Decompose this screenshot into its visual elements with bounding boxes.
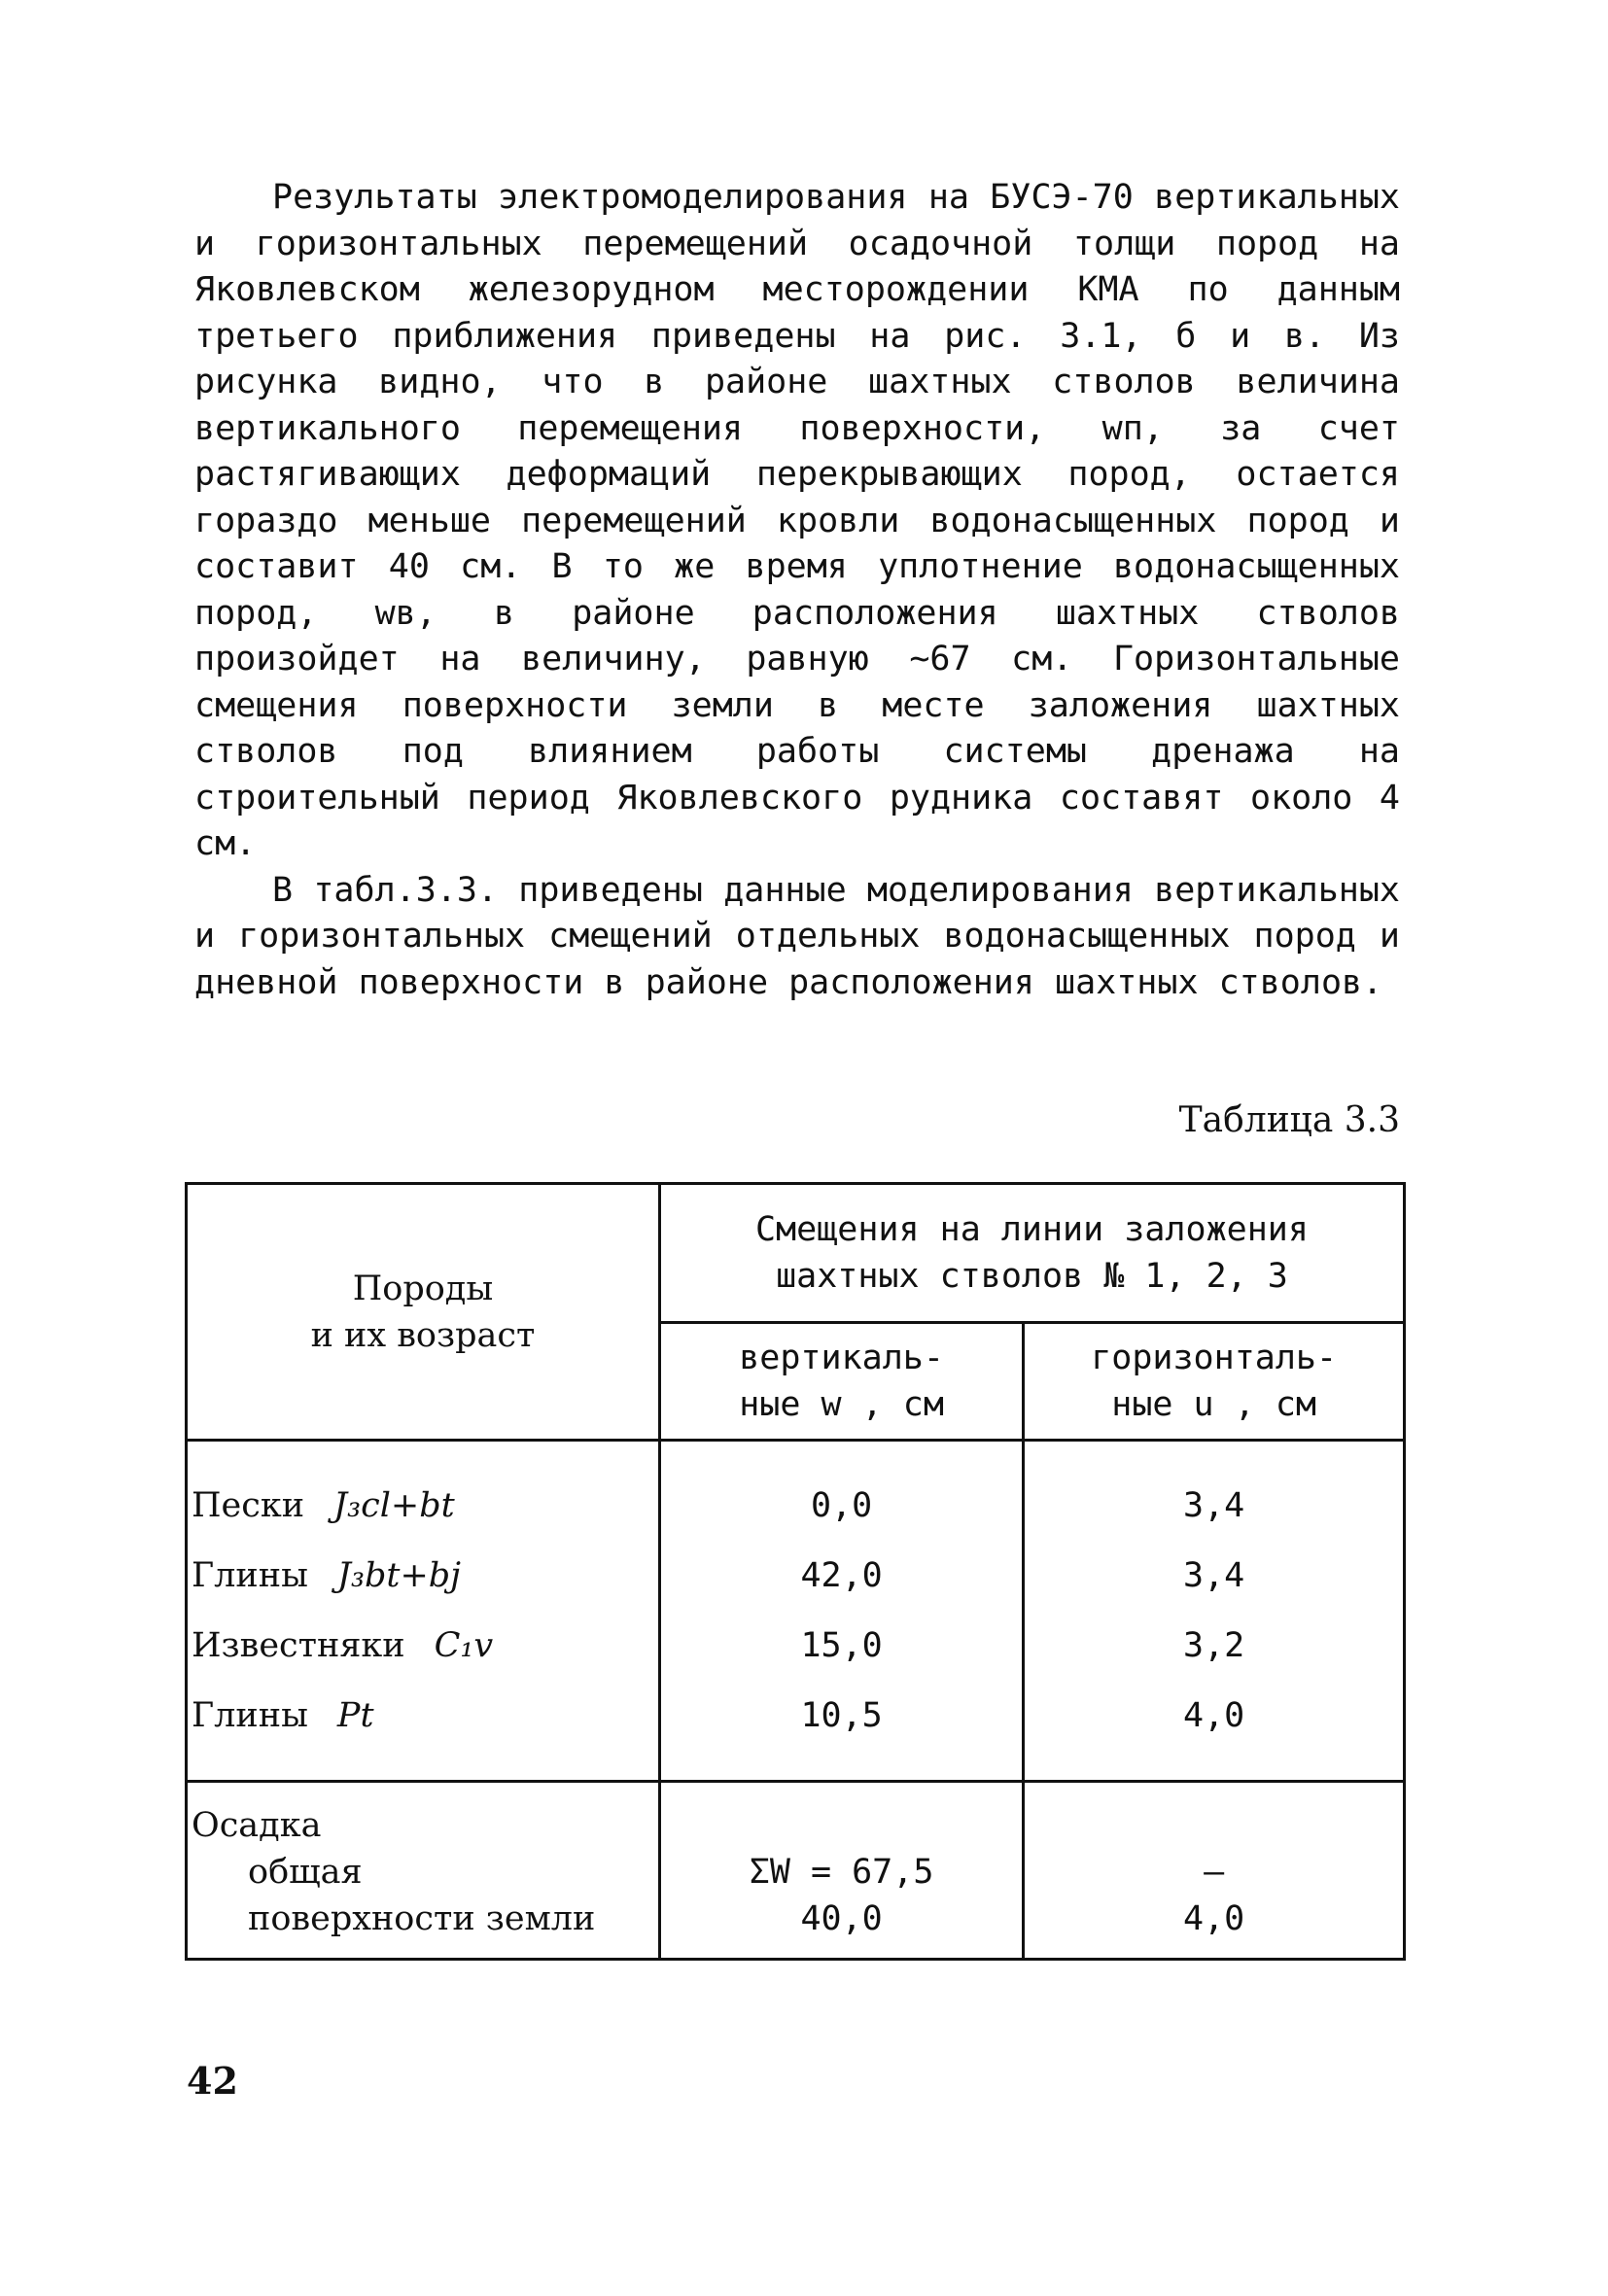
table-caption: Таблица 3.3 (1178, 1100, 1400, 1140)
summary-vertical-surface: 40,0 (800, 1899, 883, 1938)
header-rocks (187, 1184, 660, 1441)
rock-name: Глины (192, 1696, 308, 1735)
rock-cell (187, 1541, 660, 1611)
header-vertical (659, 1323, 1023, 1441)
vertical-value: 0,0 (659, 1441, 1023, 1542)
header-horizontal-line1: горизонталь- (1091, 1339, 1338, 1377)
rock-name: Глины (192, 1556, 308, 1595)
rock-age: Pt (336, 1696, 374, 1735)
header-disp-line2: шахтных стволов № 1, 2, 3 (776, 1257, 1288, 1296)
summary-label-line3: поверхности земли (248, 1899, 596, 1938)
header-horizontal-line2: ные u , см (1111, 1385, 1316, 1424)
summary-vertical (659, 1782, 1023, 1960)
paragraph-2: В табл.3.3. приведены данные моделирования вертикальных и горизонтальных смещений отдельных водонасыщенных пород и дневной поверхности в районе расположения шахтных стволов. (194, 870, 1400, 1002)
paragraph-1: Результаты электромоделирования на БУСЭ-70 вертикальных и горизонтальных перемещений осадочной толщи пород на Яковлевском железорудном месторождении КМА по данным третьего приближения приведены на рис. 3.1, б и в. Из рисунка видно, что в районе шахтных стволов величина вертикального перемещения поверхности, wп, за счет растягивающих деформаций перекрывающих пород, остается гораздо меньше перемещений кровли водонасыщенных пород и составит 40 см. В то же время уплотнение водонасыщенных пород, wв, в районе расположения шахтных стволов произойдет на величину, равную ~67 см. Горизонтальные смещения поверхности земли в месте заложения шахтных стволов под влиянием работы системы дренажа на строительный период Яковлевского рудника составят около 4 см. (194, 178, 1400, 863)
table-row (187, 1681, 1405, 1782)
header-horizontal (1024, 1323, 1405, 1441)
header-disp-line1: Смещения на линии заложения (754, 1210, 1309, 1249)
rock-cell (187, 1441, 660, 1542)
summary-label-line2: общая (248, 1853, 363, 1892)
vertical-value: 42,0 (659, 1541, 1023, 1611)
page-number: 42 (187, 2059, 238, 2103)
displacement-table (185, 1182, 1406, 1961)
header-displacements (659, 1184, 1404, 1323)
rock-age: C₁v (434, 1626, 494, 1665)
table-row (187, 1541, 1405, 1611)
horizontal-value: 3,4 (1024, 1541, 1405, 1611)
vertical-value: 10,5 (659, 1681, 1023, 1782)
rock-age: J₃cl+bt (333, 1486, 455, 1525)
rock-name: Известняки (192, 1626, 405, 1665)
rock-cell (187, 1611, 660, 1681)
rock-cell (187, 1681, 660, 1782)
header-rocks-line2: и их возраст (310, 1315, 536, 1355)
summary-label-line1: Осадка (192, 1806, 322, 1845)
rock-name: Пески (192, 1486, 305, 1525)
summary-label (187, 1782, 660, 1960)
summary-vertical-total: ΣW = 67,5 (749, 1853, 934, 1892)
table-row (187, 1441, 1405, 1542)
summary-horizontal-total: – (1204, 1853, 1225, 1892)
header-vertical-line1: вертикаль- (739, 1339, 944, 1377)
vertical-value: 15,0 (659, 1611, 1023, 1681)
summary-horizontal-surface: 4,0 (1183, 1899, 1245, 1938)
rock-age: J₃bt+bj (336, 1556, 462, 1595)
header-rocks-line1: Породы (352, 1269, 494, 1308)
horizontal-value: 3,4 (1024, 1441, 1405, 1542)
table-row (187, 1611, 1405, 1681)
summary-row (187, 1782, 1405, 1960)
header-vertical-line2: ные w , см (739, 1385, 944, 1424)
body-text (194, 175, 1400, 1006)
horizontal-value: 4,0 (1024, 1681, 1405, 1782)
horizontal-value: 3,2 (1024, 1611, 1405, 1681)
summary-horizontal (1024, 1782, 1405, 1960)
